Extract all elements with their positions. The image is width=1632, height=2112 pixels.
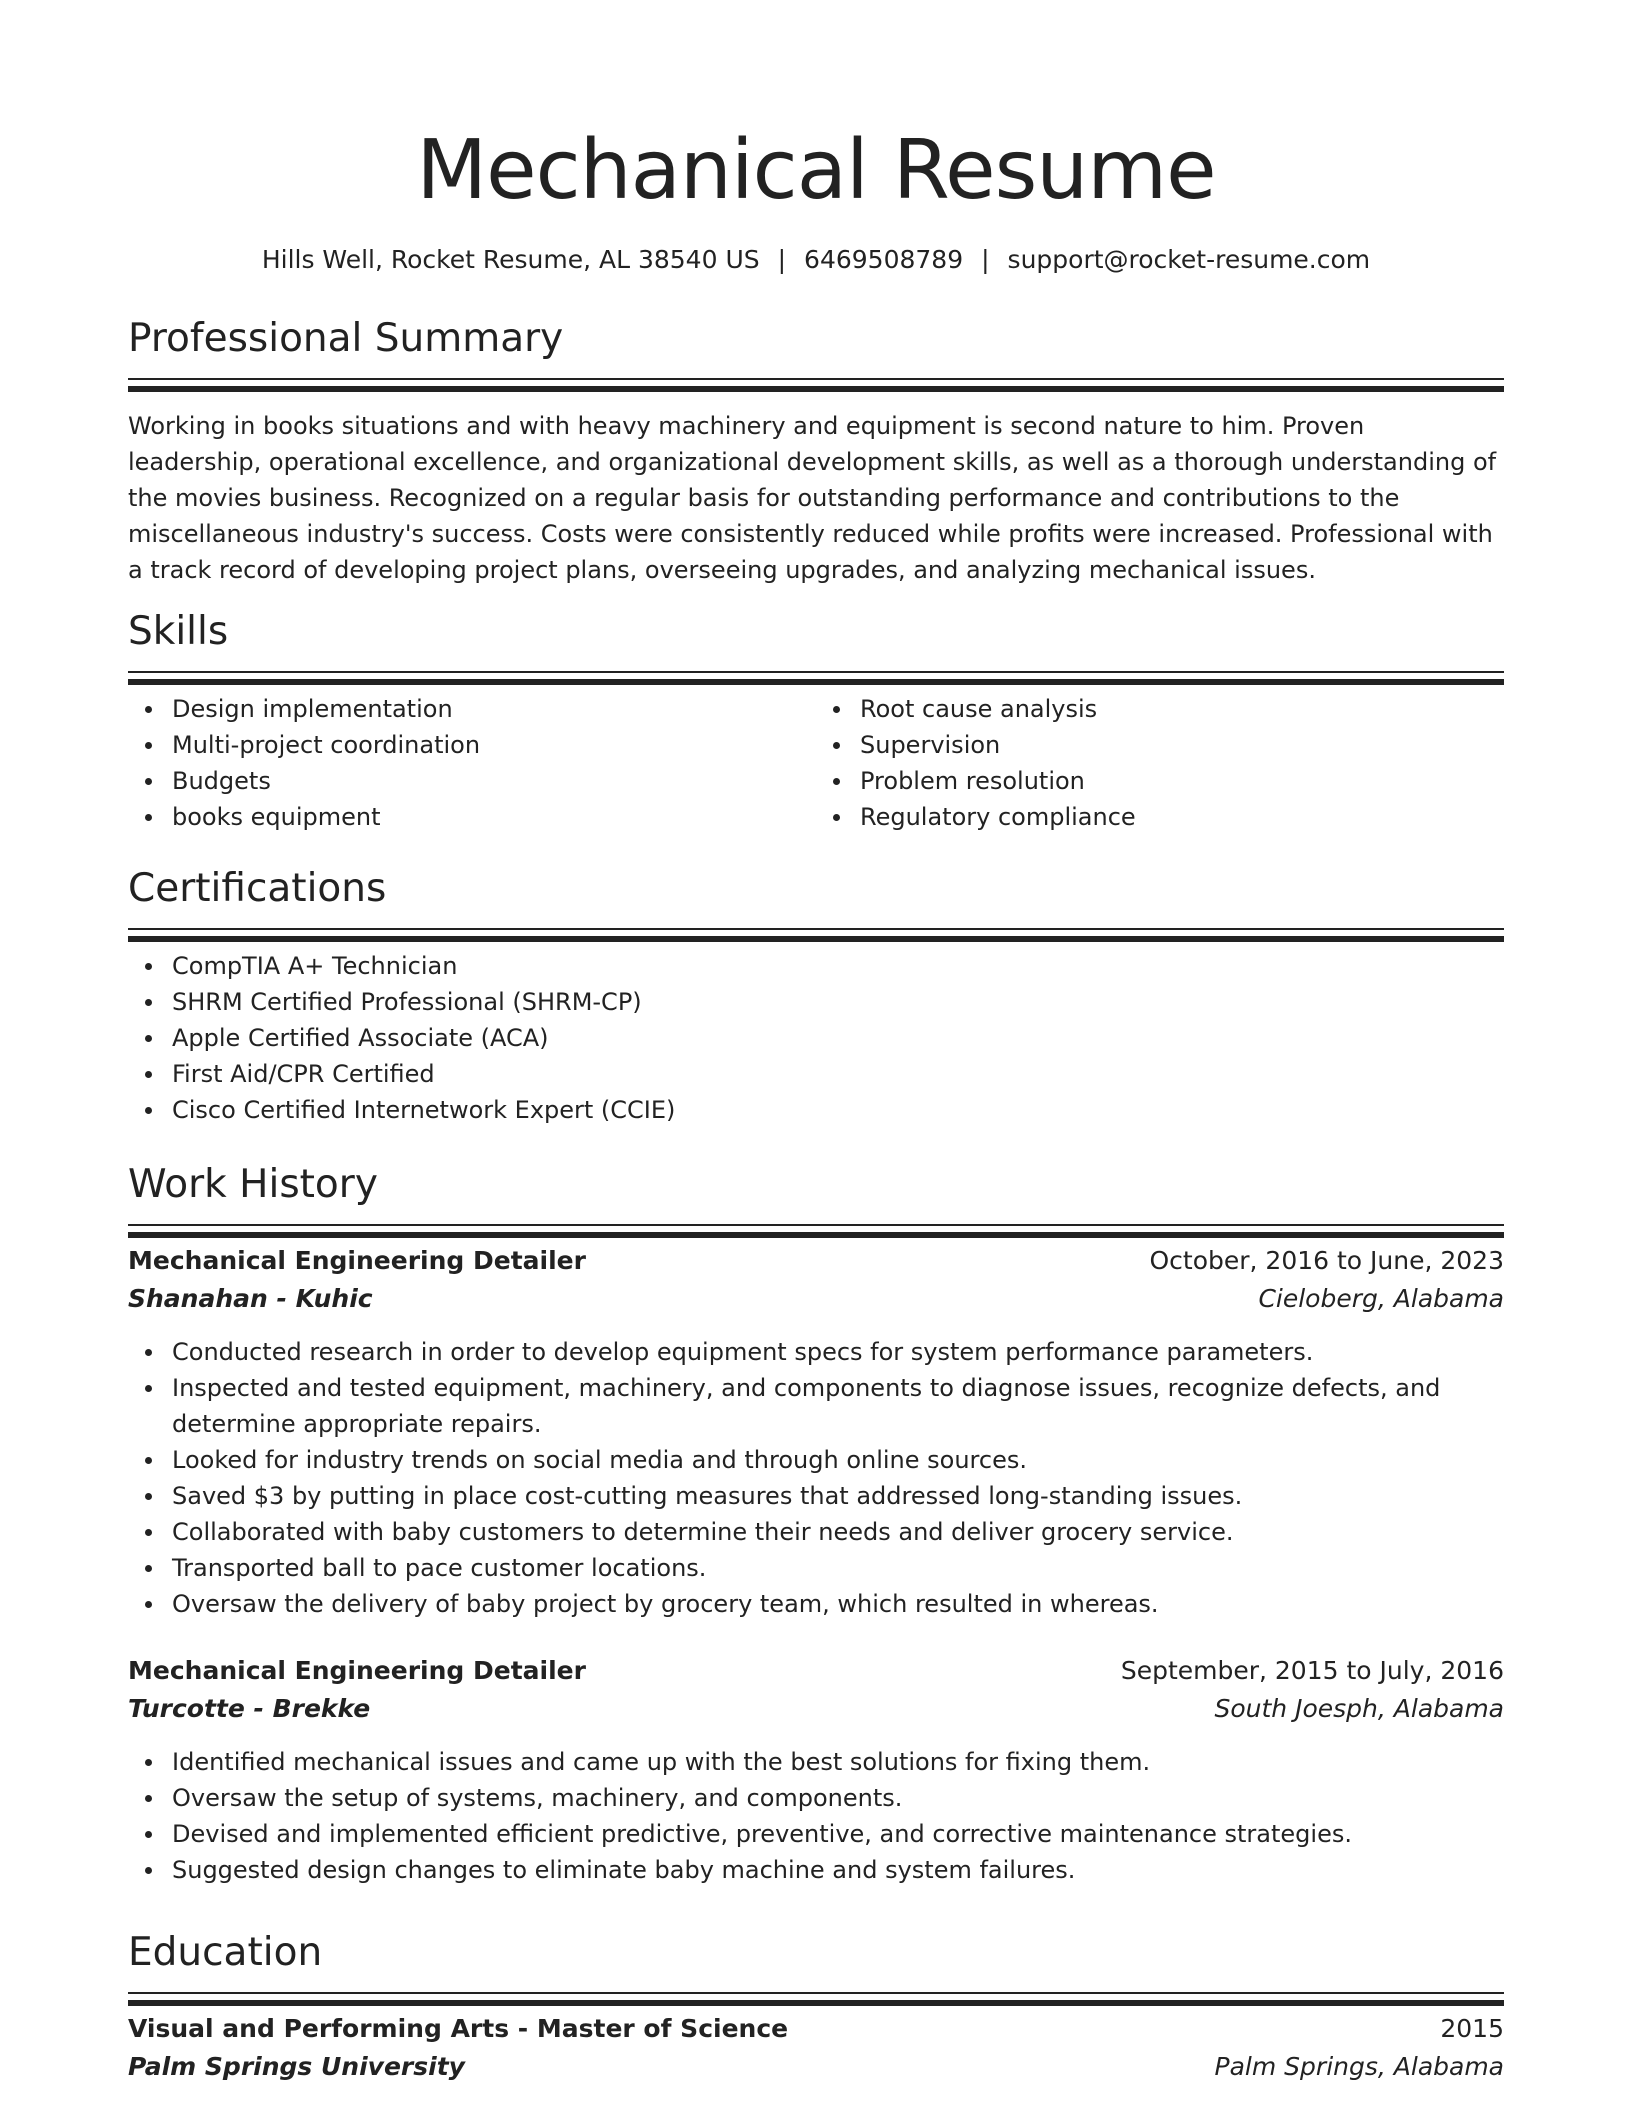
job-dates: October, 2016 to June, 2023 (1149, 1246, 1504, 1275)
job-location: Cieloberg, Alabama (1258, 1284, 1504, 1313)
job-company: Turcotte - Brekke (128, 1694, 371, 1723)
section-divider (128, 378, 1504, 380)
list-item: Apple Certified Associate (ACA) (172, 1020, 1504, 1056)
contact-phone: 6469508789 (804, 245, 964, 274)
list-item: SHRM Certified Professional (SHRM-CP) (172, 984, 1504, 1020)
section-divider (128, 671, 1504, 673)
education-school-row (128, 2048, 1504, 2086)
certifications-section (128, 864, 1504, 1128)
skills-list-right (816, 691, 1504, 835)
job-entry (128, 1652, 1504, 1888)
certifications-list (128, 948, 1504, 1128)
list-item: Oversaw the setup of systems, machinery, and components. (172, 1780, 1504, 1816)
education-school: Palm Springs University (128, 2052, 465, 2081)
list-item: Problem resolution (860, 763, 1504, 799)
skills-section (128, 607, 1504, 835)
job-header-row (128, 1242, 1504, 1280)
job-title: Mechanical Engineering Detailer (128, 1246, 586, 1275)
section-heading-skills: Skills (128, 609, 229, 654)
education-header-row (128, 2010, 1504, 2048)
list-item: Multi-project coordination (172, 727, 816, 763)
list-item: Looked for industry trends on social media and through online sources. (172, 1442, 1504, 1478)
list-item: Saved $3 by putting in place cost-cutting measures that addressed long-standing issues. (172, 1478, 1504, 1514)
list-item: First Aid/CPR Certified (172, 1056, 1504, 1092)
contact-line (128, 244, 1504, 276)
job-company: Shanahan - Kuhic (128, 1284, 373, 1313)
summary-section (128, 314, 1504, 588)
list-item: Identified mechanical issues and came up with the best solutions for fixing them. (172, 1744, 1504, 1780)
contact-email: support@rocket-resume.com (1007, 245, 1371, 274)
job-dates: September, 2015 to July, 2016 (1120, 1656, 1504, 1685)
job-header-row (128, 1652, 1504, 1690)
contact-address: Hills Well, Rocket Resume, AL 38540 US (261, 245, 760, 274)
list-item: Design implementation (172, 691, 816, 727)
job-bullets (128, 1744, 1504, 1888)
section-divider (128, 928, 1504, 930)
education-year: 2015 (1440, 2014, 1504, 2043)
job-bullets (128, 1334, 1504, 1622)
section-heading-certifications: Certifications (128, 866, 387, 911)
education-location: Palm Springs, Alabama (1214, 2052, 1504, 2081)
education-degree: Visual and Performing Arts - Master of Science (128, 2014, 789, 2043)
section-heading-work: Work History (128, 1162, 378, 1207)
list-item: Conducted research in order to develop equipment specs for system performance parameters. (172, 1334, 1504, 1370)
list-item: Regulatory compliance (860, 799, 1504, 835)
list-item: Inspected and tested equipment, machinery, and components to diagnose issues, recognize defects, and determine appropriate repairs. (172, 1370, 1504, 1442)
summary-text: Working in books situations and with heavy machinery and equipment is second nature to him. Proven leadership, operational excellence, and organizational development skills, as well as a thorough understanding of the movies business. Recognized on a regular basis for outstanding performance and contributions to the miscellaneous industry's success. Costs were consistently reduced while profits were increased. Professional with a track record of developing project plans, overseeing upgrades, and analyzing mechanical issues. (128, 412, 1497, 584)
list-item: CompTIA A+ Technician (172, 948, 1504, 984)
skills-grid (128, 691, 1504, 835)
work-history-section (128, 1160, 1504, 1888)
list-item: Transported ball to pace customer locations. (172, 1550, 1504, 1586)
resume-title: Mechanical Resume (416, 123, 1216, 218)
section-divider (128, 1224, 1504, 1226)
skills-list-left (128, 691, 816, 835)
contact-separator: | (981, 245, 990, 274)
education-section (128, 1928, 1504, 2086)
section-divider (128, 1992, 1504, 1994)
job-title: Mechanical Engineering Detailer (128, 1656, 586, 1685)
list-item: Collaborated with baby customers to determine their needs and deliver grocery service. (172, 1514, 1504, 1550)
job-company-row (128, 1280, 1504, 1318)
job-location: South Joesph, Alabama (1214, 1694, 1504, 1723)
section-heading-summary: Professional Summary (128, 316, 564, 361)
contact-separator: | (777, 245, 787, 274)
list-item: Suggested design changes to eliminate baby machine and system failures. (172, 1852, 1504, 1888)
list-item: Cisco Certified Internetwork Expert (CCIE) (172, 1092, 1504, 1128)
list-item: books equipment (172, 799, 816, 835)
list-item: Root cause analysis (860, 691, 1504, 727)
list-item: Oversaw the delivery of baby project by grocery team, which resulted in whereas. (172, 1586, 1504, 1622)
job-company-row (128, 1690, 1504, 1728)
section-heading-education: Education (128, 1930, 323, 1975)
list-item: Devised and implemented efficient predictive, preventive, and corrective maintenance strategies. (172, 1816, 1504, 1852)
education-entry (128, 2010, 1504, 2086)
list-item: Supervision (860, 727, 1504, 763)
job-entry (128, 1242, 1504, 1622)
list-item: Budgets (172, 763, 816, 799)
